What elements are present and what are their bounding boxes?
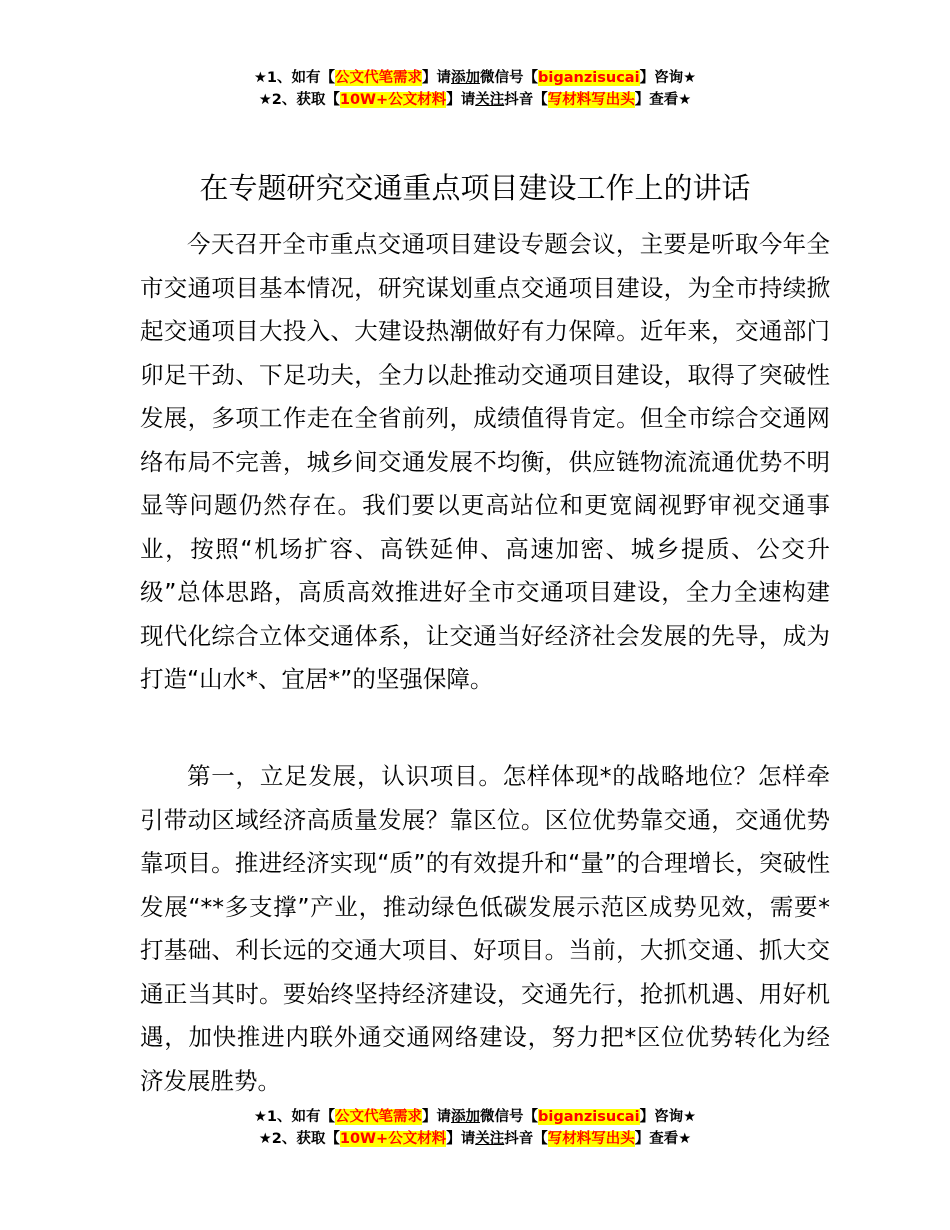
highlight-wechat-id: biganzisucai	[538, 1109, 640, 1125]
highlight-materials: 10W+公文材料	[339, 1131, 447, 1147]
highlight-service: 公文代笔需求	[335, 1109, 423, 1125]
banner-text: 】查看★	[634, 92, 692, 108]
document-title: 在专题研究交通重点项目建设工作上的讲话	[199, 171, 751, 205]
header-banner	[0, 67, 950, 111]
footer-banner	[0, 1106, 950, 1150]
highlight-materials: 10W+公文材料	[339, 92, 447, 108]
banner-text: 抖音【	[504, 92, 548, 108]
banner-text: ★2、获取【	[258, 1131, 340, 1147]
paragraph-first-point: 第一，立足发展，认识项目。怎样体现*的战略地位？怎样牵引带动区域经济高质量发展？靠区位。区位优势靠交通，交通优势靠项目。推进经济实现“质”的有效提升和“量”的合理增长，突破性发展“**多支撑”产业，推动绿色低碳发展示范区成势见效，需要*打基础、利长远的交通大项目、好项目。当前，大抓交通、抓大交通正当其时。要始终坚持经济建设，交通先行，抢抓机遇、用好机遇，加快推进内联外通交通网络建设，努力把*区位优势转化为经济发展胜势。	[140, 762, 830, 1095]
banner-text: 】咨询★	[639, 1109, 697, 1125]
highlight-douyin-account: 写材料写出头	[547, 1131, 635, 1147]
banner-line-2	[0, 89, 950, 111]
banner-line-1	[0, 67, 950, 89]
banner-underlined-text: 添加	[451, 1109, 481, 1125]
banner-underlined-text: 关注	[475, 92, 505, 108]
banner-text: 】请	[422, 70, 452, 86]
highlight-douyin-account: 写材料写出头	[547, 92, 635, 108]
banner-text: 】请	[446, 92, 476, 108]
banner-text: 微信号【	[480, 70, 539, 86]
banner-text: 】咨询★	[639, 70, 697, 86]
banner-text: 】请	[422, 1109, 452, 1125]
banner-text: ★1、如有【	[253, 1109, 336, 1125]
banner-underlined-text: 添加	[451, 70, 481, 86]
banner-text: 】查看★	[634, 1131, 692, 1147]
highlight-service: 公文代笔需求	[335, 70, 423, 86]
banner-text: ★1、如有【	[253, 70, 336, 86]
banner-line-1	[0, 1106, 950, 1128]
banner-text: 微信号【	[480, 1109, 539, 1125]
banner-line-2	[0, 1128, 950, 1150]
banner-underlined-text: 关注	[475, 1131, 505, 1147]
banner-text: ★2、获取【	[258, 92, 340, 108]
paragraph-intro: 今天召开全市重点交通项目建设专题会议，主要是听取今年全市交通项目基本情况，研究谋划重点交通项目建设，为全市持续掀起交通项目大投入、大建设热潮做好有力保障。近年来，交通部门卯足干劲、下足功夫，全力以赴推动交通项目建设，取得了突破性发展，多项工作走在全省前列，成绩值得肯定。但全市综合交通网络布局不完善，城乡间交通发展不均衡，供应链物流流通优势不明显等问题仍然存在。我们要以更高站位和更宽阔视野审视交通事业，按照“机场扩容、高铁延伸、高速加密、城乡提质、公交升级”总体思路，高质高效推进好全市交通项目建设，全力全速构建现代化综合立体交通体系，让交通当好经济社会发展的先导，成为打造“山水*、宜居*”的坚强保障。	[140, 230, 830, 693]
banner-text: 】请	[446, 1131, 476, 1147]
banner-text: 抖音【	[504, 1131, 548, 1147]
highlight-wechat-id: biganzisucai	[538, 70, 640, 86]
